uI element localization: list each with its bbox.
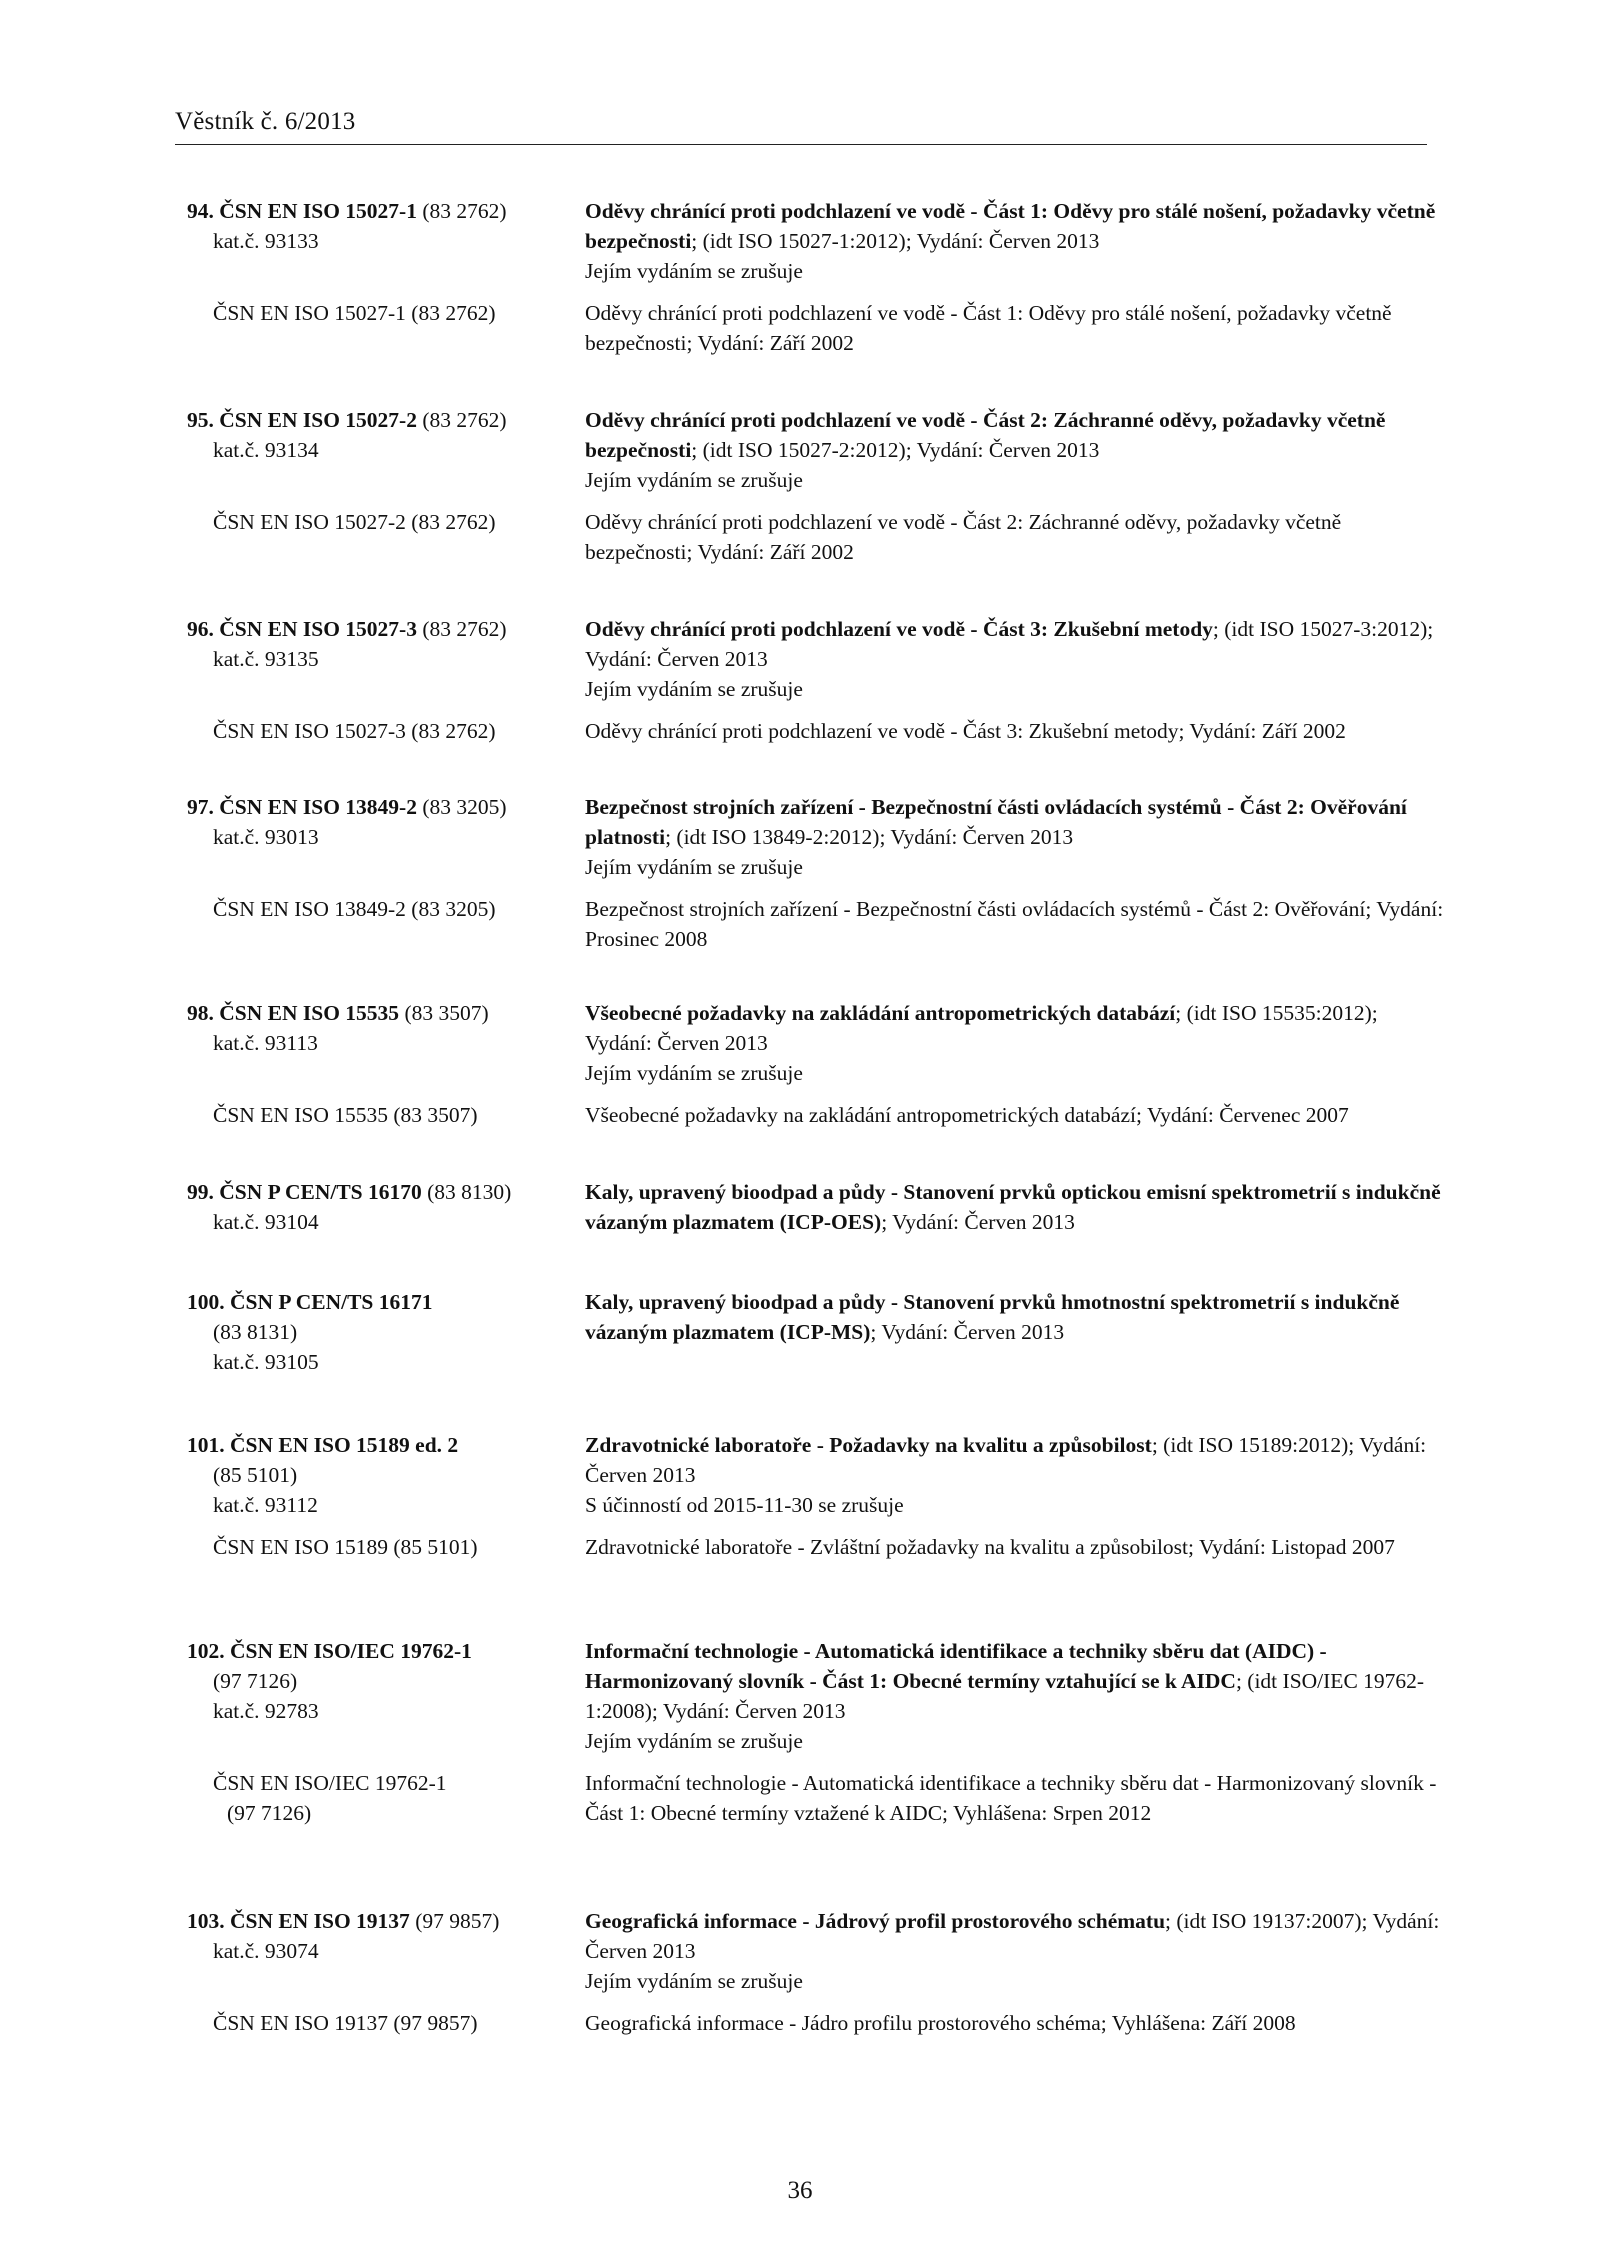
entry-number: 94. (187, 199, 214, 223)
replacement-note: Jejím vydáním se zrušuje (585, 855, 803, 879)
catalog-number: kat.č. 93113 (213, 1031, 318, 1055)
replaced-standard-code: ČSN EN ISO/IEC 19762-1 (213, 1771, 447, 1795)
standard-details: ; (idt ISO 15027-1:2012); Vydání: Červen 2013 (691, 229, 1100, 253)
entry-99 (0, 1177, 1600, 1237)
standard-title: Oděvy chránící proti podchlazení ve vodě - Část 2: Záchranné oděvy, požadavky včetně bezpečnosti (585, 408, 1386, 462)
catalog-number: kat.č. 92783 (213, 1699, 319, 1723)
class-code: (97 7126) (213, 1669, 298, 1693)
standard-code: ČSN EN ISO 15535 (219, 1001, 400, 1025)
replaced-standard-title: Geografická informace - Jádro profilu prostorového schéma; Vyhlášena: Září 2008 (585, 2011, 1296, 2035)
replacement-note: Jejím vydáním se zrušuje (585, 1061, 803, 1085)
standard-title: Zdravotnické laboratoře - Požadavky na kvalitu a způsobilost (585, 1433, 1152, 1457)
replaced-standard-title: Zdravotnické laboratoře - Zvláštní požadavky na kvalitu a způsobilost; Vydání: Listopad 2007 (585, 1535, 1395, 1559)
catalog-number: kat.č. 93105 (213, 1350, 319, 1374)
catalog-number: kat.č. 93013 (213, 825, 319, 849)
catalog-number: kat.č. 93104 (213, 1210, 319, 1234)
standard-code: ČSN P CEN/TS 16170 (219, 1180, 422, 1204)
replaced-standard-title: Oděvy chránící proti podchlazení ve vodě - Část 3: Zkušební metody; Vydání: Září 2002 (585, 719, 1346, 743)
page-number: 36 (787, 2177, 813, 2204)
class-code: (83 2762) (422, 617, 507, 641)
replaced-standard-title: Všeobecné požadavky na zakládání antropometrických databází; Vydání: Červenec 2007 (585, 1103, 1349, 1127)
replaced-class-code: (97 7126) (227, 1801, 312, 1825)
entry-number: 95. (187, 408, 214, 432)
entry-95 (0, 405, 1600, 567)
catalog-number: kat.č. 93135 (213, 647, 319, 671)
entry-101 (0, 1430, 1600, 1562)
standard-title: Oděvy chránící proti podchlazení ve vodě - Část 3: Zkušební metody (585, 617, 1213, 641)
class-code: (85 5101) (213, 1463, 298, 1487)
entry-number: 98. (187, 1001, 214, 1025)
replaced-standard-code: ČSN EN ISO 13849-2 (83 3205) (213, 897, 496, 921)
entry-97 (0, 792, 1600, 954)
standard-details: ; Vydání: Červen 2013 (881, 1210, 1075, 1234)
replaced-standard-title: Bezpečnost strojních zařízení - Bezpečnostní části ovládacích systémů - Část 2: Ověřování; Vydání: Prosinec 2008 (585, 897, 1444, 951)
replaced-standard-code: ČSN EN ISO 15189 (85 5101) (213, 1535, 478, 1559)
standard-details: ; (idt ISO 13849-2:2012); Vydání: Červen 2013 (665, 825, 1074, 849)
replacement-note: Jejím vydáním se zrušuje (585, 1969, 803, 1993)
class-code: (83 8130) (427, 1180, 512, 1204)
entry-102 (0, 1636, 1600, 1828)
entry-96 (0, 614, 1600, 746)
standard-title: Kaly, upravený bioodpad a půdy - Stanovení prvků optickou emisní spektrometrií s indukčně vázaným plazmatem (ICP-OES) (585, 1180, 1441, 1234)
catalog-number: kat.č. 93112 (213, 1493, 318, 1517)
standard-details: ; Vydání: Červen 2013 (870, 1320, 1065, 1344)
page-header: Věstník č. 6/2013 (175, 108, 356, 135)
entry-94 (0, 196, 1600, 358)
replacement-note: Jejím vydáním se zrušuje (585, 1729, 803, 1753)
replacement-note: Jejím vydáním se zrušuje (585, 468, 803, 492)
standard-code: ČSN P CEN/TS 16171 (230, 1290, 433, 1314)
standard-code: ČSN EN ISO 19137 (230, 1909, 410, 1933)
replacement-note: Jejím vydáním se zrušuje (585, 259, 803, 283)
standard-details: ; (idt ISO/IEC 19762-1:2008); Vydání: Červen 2013 (585, 1669, 1425, 1723)
standard-title: Informační technologie - Automatická identifikace a techniky sběru dat (AIDC) - Harmonizovaný slovník - Část 1: Obecné termíny vztahující se k AIDC (585, 1639, 1327, 1693)
standard-details: ; (idt ISO 15535:2012); Vydání: Červen 2013 (585, 1001, 1378, 1055)
replaced-standard-title: Oděvy chránící proti podchlazení ve vodě - Část 2: Záchranné oděvy, požadavky včetně bezpečnosti; Vydání: Září 2002 (585, 510, 1342, 564)
entry-number: 96. (187, 617, 214, 641)
class-code: (83 3507) (404, 1001, 489, 1025)
replaced-standard-code: ČSN EN ISO 15535 (83 3507) (213, 1103, 478, 1127)
standard-code: ČSN EN ISO 13849-2 (219, 795, 417, 819)
replaced-standard-code: ČSN EN ISO 15027-2 (83 2762) (213, 510, 496, 534)
standard-title: Oděvy chránící proti podchlazení ve vodě - Část 1: Oděvy pro stálé nošení, požadavky včetně bezpečnosti (585, 199, 1436, 253)
entry-100 (0, 1287, 1600, 1374)
entry-number: 103. (187, 1909, 225, 1933)
standard-code: ČSN EN ISO 15027-2 (219, 408, 417, 432)
entry-98 (0, 998, 1600, 1130)
replaced-standard-code: ČSN EN ISO 15027-1 (83 2762) (213, 301, 496, 325)
standard-title: Geografická informace - Jádrový profil prostorového schématu (585, 1909, 1166, 1933)
class-code: (83 2762) (422, 408, 507, 432)
catalog-number: kat.č. 93074 (213, 1939, 319, 1963)
replacement-note: S účinností od 2015-11-30 se zrušuje (585, 1493, 904, 1517)
class-code: (83 2762) (422, 199, 507, 223)
class-code: (83 8131) (213, 1320, 298, 1344)
class-code: (97 9857) (415, 1909, 500, 1933)
entry-number: 100. (187, 1290, 225, 1314)
standard-code: ČSN EN ISO 15027-3 (219, 617, 417, 641)
entry-number: 97. (187, 795, 214, 819)
standard-code: ČSN EN ISO/IEC 19762-1 (230, 1639, 472, 1663)
class-code: (83 3205) (422, 795, 507, 819)
standard-code: ČSN EN ISO 15189 ed. 2 (230, 1433, 459, 1457)
replacement-note: Jejím vydáním se zrušuje (585, 677, 803, 701)
standard-title: Bezpečnost strojních zařízení - Bezpečnostní části ovládacích systémů - Část 2: Ověřování platnosti (585, 795, 1407, 849)
standard-title: Všeobecné požadavky na zakládání antropometrických databází (585, 1001, 1176, 1025)
replaced-standard-code: ČSN EN ISO 19137 (97 9857) (213, 2011, 478, 2035)
replaced-standard-title: Informační technologie - Automatická identifikace a techniky sběru dat - Harmonizovaný slovník - Část 1: Obecné termíny vztažené k AIDC; Vyhlášena: Srpen 2012 (585, 1771, 1437, 1825)
entry-number: 102. (187, 1639, 225, 1663)
standard-details: ; (idt ISO 15189:2012); Vydání: Červen 2013 (585, 1433, 1427, 1487)
replaced-standard-code: ČSN EN ISO 15027-3 (83 2762) (213, 719, 496, 743)
catalog-number: kat.č. 93133 (213, 229, 319, 253)
standard-code: ČSN EN ISO 15027-1 (219, 199, 417, 223)
catalog-number: kat.č. 93134 (213, 438, 319, 462)
standard-details: ; (idt ISO 15027-3:2012); Vydání: Červen 2013 (585, 617, 1434, 671)
entry-number: 99. (187, 1180, 214, 1204)
entry-number: 101. (187, 1433, 225, 1457)
standard-details: ; (idt ISO 19137:2007); Vydání: Červen 2013 (585, 1909, 1440, 1963)
standard-title: Kaly, upravený bioodpad a půdy - Stanovení prvků hmotnostní spektrometrií s indukčně vázaným plazmatem (ICP-MS) (585, 1290, 1400, 1344)
standard-details: ; (idt ISO 15027-2:2012); Vydání: Červen 2013 (691, 438, 1100, 462)
entry-103 (0, 1906, 1600, 2038)
replaced-standard-title: Oděvy chránící proti podchlazení ve vodě - Část 1: Oděvy pro stálé nošení, požadavky včetně bezpečnosti; Vydání: Září 2002 (585, 301, 1392, 355)
